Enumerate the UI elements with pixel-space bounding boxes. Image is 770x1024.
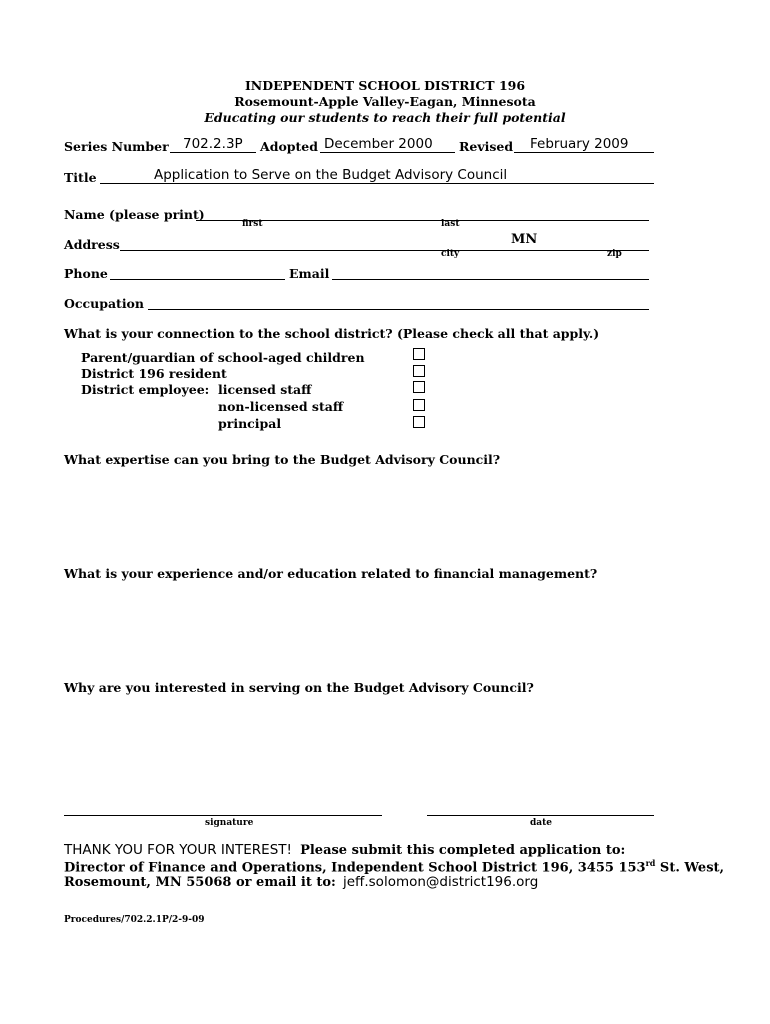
date-line[interactable] — [427, 815, 654, 816]
series-number-label: Series Number — [64, 139, 169, 154]
city-text: Rosemount, MN 55068 or email it to: — [64, 875, 336, 890]
procedures-code: Procedures/702.2.1P/2-9-09 — [64, 915, 205, 925]
address-text: Director of Finance and Operations, Independent School District 196, 3455 153 — [64, 860, 646, 876]
expertise-answer-area[interactable] — [64, 472, 654, 557]
email-input[interactable] — [332, 264, 649, 280]
first-caption: first — [242, 219, 263, 229]
interest-answer-area[interactable] — [64, 700, 654, 800]
submit-text: Please submit this completed application to: — [300, 843, 626, 858]
nonlicensed-staff-label: non-licensed staff — [218, 399, 344, 414]
phone-input[interactable] — [110, 264, 285, 280]
last-caption: last — [441, 219, 460, 229]
district-location: Rosemount-Apple Valley-Eagan, Minnesota — [234, 94, 536, 109]
footer-line-1 — [64, 842, 625, 858]
footer-line-3 — [64, 874, 538, 890]
address-superscript: rd — [645, 858, 656, 868]
state-value: MN — [511, 232, 538, 247]
name-input[interactable] — [196, 205, 649, 221]
revised-label: Revised — [459, 139, 514, 154]
resident-checkbox[interactable] — [413, 365, 425, 377]
phone-label: Phone — [64, 266, 108, 281]
title-label: Title — [64, 170, 97, 185]
signature-caption: signature — [205, 818, 254, 828]
name-label: Name (please print) — [64, 207, 205, 222]
expertise-question: What expertise can you bring to the Budget Advisory Council? — [64, 452, 501, 467]
series-number-value: 702.2.3P — [183, 136, 243, 152]
connection-question: What is your connection to the school district? (Please check all that apply.) — [64, 326, 600, 341]
address-label: Address — [64, 237, 120, 252]
address-input[interactable] — [120, 232, 649, 251]
adopted-value: December 2000 — [324, 136, 433, 152]
district-name: INDEPENDENT SCHOOL DISTRICT 196 — [244, 78, 526, 93]
adopted-field — [320, 137, 455, 153]
footer-line-2 — [64, 858, 724, 875]
address-text-end: St. West, — [655, 860, 725, 876]
interest-question: Why are you interested in serving on the Budget Advisory Council? — [64, 680, 534, 695]
nonlicensed-staff-checkbox[interactable] — [413, 399, 425, 411]
principal-label: principal — [218, 416, 282, 431]
title-value: Application to Serve on the Budget Advisory Council — [154, 167, 508, 183]
parent-option-label: Parent/guardian of school-aged children — [81, 350, 365, 365]
city-caption: city — [441, 249, 460, 259]
resident-option-label: District 196 resident — [81, 366, 227, 381]
revised-value: February 2009 — [530, 136, 629, 152]
zip-caption: zip — [607, 249, 622, 259]
revised-field — [514, 137, 654, 153]
adopted-label: Adopted — [260, 139, 318, 154]
occupation-input[interactable] — [148, 294, 649, 310]
email-label: Email — [289, 266, 330, 281]
date-caption: date — [530, 818, 553, 828]
series-number-field — [170, 137, 256, 153]
contact-email-link[interactable]: jeff.solomon@district196.org — [343, 874, 539, 890]
parent-checkbox[interactable] — [413, 348, 425, 360]
title-field — [100, 168, 654, 184]
licensed-staff-label: licensed staff — [218, 382, 312, 397]
district-motto: Educating our students to reach their full potential — [204, 110, 566, 125]
thank-you-text: THANK YOU FOR YOUR INTEREST! — [64, 842, 292, 858]
experience-question: What is your experience and/or education related to financial management? — [64, 566, 598, 581]
experience-answer-area[interactable] — [64, 586, 654, 671]
signature-line[interactable] — [64, 815, 382, 816]
occupation-label: Occupation — [64, 296, 144, 311]
licensed-staff-checkbox[interactable] — [413, 381, 425, 393]
principal-checkbox[interactable] — [413, 416, 425, 428]
employee-label: District employee: — [81, 382, 210, 397]
